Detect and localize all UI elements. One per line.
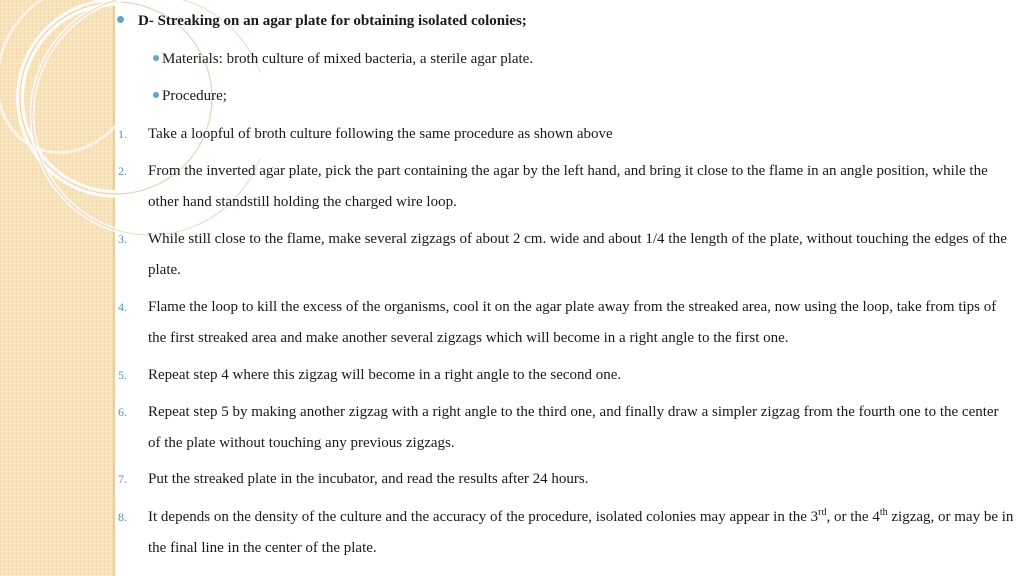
step-number: 7. — [118, 472, 127, 486]
step-text: Flame the loop to kill the excess of the organisms, cool it on the agar plate away from the streaked area, now using the loop, take from tips of the first streaked area and make another several zigzags which will become in a right angle to the first one. — [148, 299, 997, 346]
heading-text: D- Streaking on an agar plate for obtaining isolated colonies; — [138, 13, 527, 29]
bullet-icon — [153, 92, 159, 98]
step-number: 5. — [118, 368, 127, 382]
step-number: 6. — [118, 405, 127, 419]
step-number: 1. — [118, 127, 127, 141]
bullet-icon — [117, 16, 124, 23]
materials-item — [153, 49, 533, 69]
procedure-label: Procedure; — [162, 88, 227, 104]
step-number: 2. — [118, 164, 127, 178]
slide-heading — [117, 11, 527, 31]
step-text-part: , or the 4 — [826, 509, 880, 525]
ordinal-suffix: rd — [818, 507, 827, 518]
step-number: 3. — [118, 232, 127, 246]
step-text — [148, 502, 1014, 564]
step-text: From the inverted agar plate, pick the part containing the agar by the left hand, and bring it close to the flame in an angle position, while the other hand standstill holding the charged wire loop. — [148, 163, 988, 210]
step-text: Repeat step 4 where this zigzag will become in a right angle to the second one. — [148, 367, 622, 383]
ordinal-suffix: th — [879, 507, 888, 518]
step-number: 4. — [118, 300, 127, 314]
step-text-part: zigzag, or may be in the final line in the center of the plate. — [148, 509, 1014, 556]
step-text: Repeat step 5 by making another zigzag with a right angle to the third one, and finally draw a simpler zigzag from the fourth one to the center of the plate without touching any previous zigzags. — [148, 404, 999, 451]
materials-text: Materials: broth culture of mixed bacteria, a sterile agar plate. — [162, 51, 534, 67]
step-text: Put the streaked plate in the incubator, and read the results after 24 hours. — [148, 471, 589, 487]
step-text-part: It depends on the density of the culture and the accuracy of the procedure, isolated colonies may appear in the 3 — [148, 509, 819, 525]
step-number: 8. — [118, 510, 127, 524]
bullet-icon — [153, 55, 159, 61]
step-text: Take a loopful of broth culture following the same procedure as shown above — [148, 126, 613, 142]
step-text: While still close to the flame, make several zigzags of about 2 cm. wide and about 1/4 the length of the plate, without touching the edges of the plate. — [148, 231, 1007, 278]
procedure-label-item — [153, 86, 227, 106]
